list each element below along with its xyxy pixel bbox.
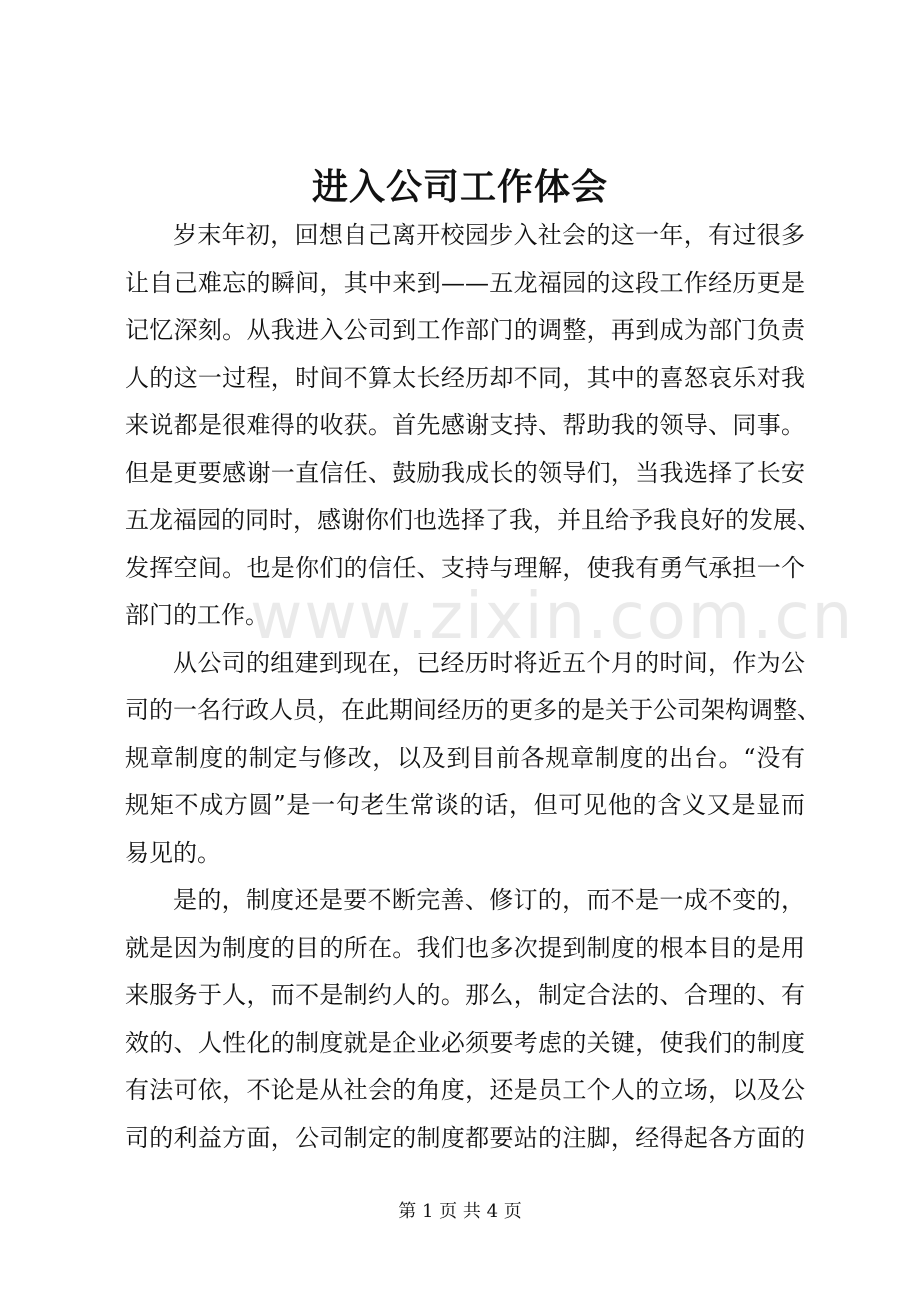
- text-line: 司的一名行政人员，在此期间经历的更多的是关于公司架构调整、: [125, 696, 821, 724]
- paragraph-1: [125, 212, 821, 640]
- paragraph-2: [125, 640, 821, 878]
- document-body: [125, 212, 821, 1162]
- text-line: 规矩不成方圆”是一句老生常谈的话，但可见他的含义又是显而: [125, 791, 805, 819]
- text-line: 人的这一过程，时间不算太长经历却不同，其中的喜怒哀乐对我: [125, 363, 805, 392]
- text-line: 就是因为制度的目的所在。我们也多次提到制度的根本目的是用: [125, 933, 805, 962]
- text-line: 来说都是很难得的收获。首先感谢支持、帮助我的领导、同事。: [125, 411, 805, 439]
- text-line: 发挥空间。也是你们的信任、支持与理解，使我有勇气承担一个: [125, 553, 805, 582]
- document-title: 进入公司工作体会: [311, 166, 608, 208]
- text-line: 来服务于人，而不是制约人的。那么，制定合法的、合理的、有: [125, 981, 805, 1009]
- watermark-text: www.zixin.com.cn: [250, 580, 855, 654]
- text-line: 规章制度的制定与修改，以及到目前各规章制度的出台。“没有: [125, 743, 805, 772]
- text-line: 司的利益方面，公司制定的制度都要站的注脚，经得起各方面的: [125, 1123, 805, 1152]
- paragraph-3: [125, 877, 805, 1162]
- text-line: 易见的。: [125, 838, 221, 867]
- text-line: 让自己难忘的瞬间，其中来到——五龙福园的这段工作经历更是: [125, 268, 805, 297]
- text-line: 记忆深刻。从我进入公司到工作部门的调整，再到成为部门负责: [125, 316, 805, 344]
- text-line: 五龙福园的同时，感谢你们也选择了我，并且给予我良好的发展、: [125, 506, 821, 534]
- page-footer: 第 1 页 共 4 页: [398, 1201, 522, 1222]
- text-line: 是的，制度还是要不断完善、修订的，而不是一成不变的，: [173, 886, 805, 914]
- text-line: 效的、人性化的制度就是企业必须要考虑的关键，使我们的制度: [125, 1028, 805, 1057]
- text-line: 部门的工作。: [125, 601, 269, 629]
- text-line: 但是更要感谢一直信任、鼓励我成长的领导们，当我选择了长安: [125, 458, 805, 487]
- text-line: 有法可依，不论是从社会的角度，还是员工个人的立场，以及公: [125, 1076, 805, 1104]
- text-line: 岁末年初，回想自己离开校园步入社会的这一年，有过很多: [173, 221, 805, 249]
- text-line: 从公司的组建到现在，已经历时将近五个月的时间，作为公: [173, 648, 805, 677]
